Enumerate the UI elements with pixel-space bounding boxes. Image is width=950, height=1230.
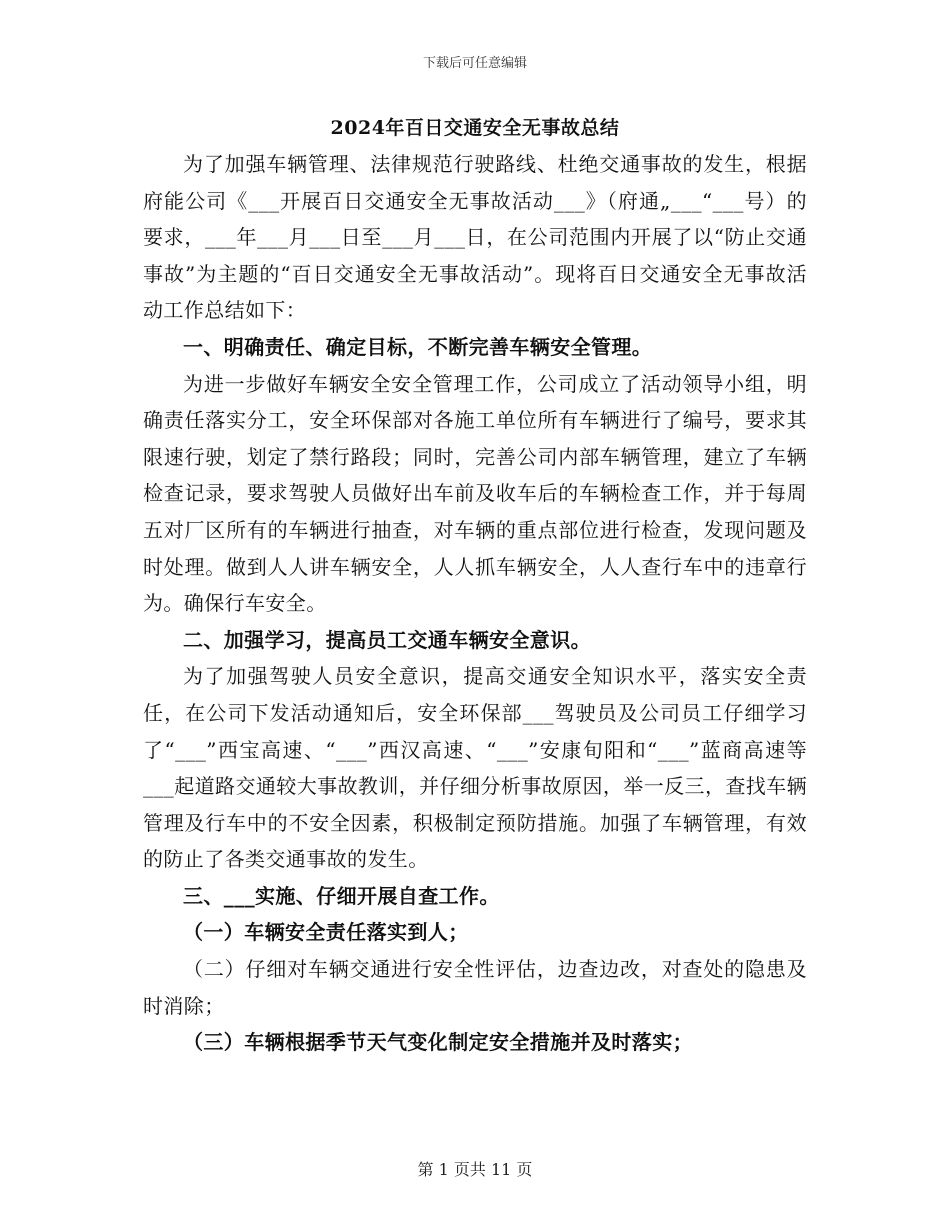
section-2-paragraph: 为了加强驾驶人员安全意识，提高交通安全知识水平，落实安全责任，在公司下发活动通知后，安全环保部___驾驶员及公司员工仔细学习了“___”西宝高速、“___”西汉高速、“___”安康旬阳和“___”蓝商高速等___起道路交通较大事故教训，并仔细分析事故原因，举一反三，查找车辆管理及行车中的不安全因素，积极制定预防措施。加强了车辆管理，有效的防止了各类交通事故的发生。 — [143, 664, 807, 872]
section-heading-3: 三、___实施、仔细开展自查工作。 — [183, 883, 500, 908]
document-title: 2024年百日交通安全无事故总结 — [330, 117, 620, 139]
page-header: 下载后可任意编辑 — [422, 56, 527, 71]
subsection-2: （二）仔细对车辆交通进行安全性评估，边查边改，对查处的隐患及时消除； — [143, 957, 807, 1018]
section-heading-2: 二、加强学习，提高员工交通车辆安全意识。 — [183, 627, 591, 652]
document-body — [143, 146, 807, 1061]
subsection-3: （三）车辆根据季节天气变化制定安全措施并及时落实； — [183, 1030, 693, 1055]
section-heading-1: 一、明确责任、确定目标，不断完善车辆安全管理。 — [183, 334, 653, 359]
subsection-1: （一）车辆安全责任落实到人； — [183, 920, 469, 945]
section-1-paragraph: 为进一步做好车辆安全安全管理工作，公司成立了活动领导小组，明确责任落实分工，安全环保部对各施工单位所有车辆进行了编号，要求其限速行驶，划定了禁行路段；同时，完善公司内部车辆管理，建立了车辆检查记录，要求驾驶人员做好出车前及收车后的车辆检查工作，并于每周五对厂区所有的车辆进行抽查，对车辆的重点部位进行检查，发现问题及时处理。做到人人讲车辆安全，人人抓车辆安全，人人查行车中的违章行为。确保行车安全。 — [143, 371, 807, 616]
intro-paragraph: 为了加强车辆管理、法律规范行驶路线、杜绝交通事故的发生，根据府能公司《___开展百日交通安全无事故活动___》（府通„___“___号）的要求，___年___月___日至___月___日，在公司范围内开展了以“防止交通事故”为主题的“百日交通安全无事故活动”。现将百日交通安全无事故活动工作总结如下： — [143, 152, 807, 323]
page-number-footer: 第 1 页共 11 页 — [417, 1160, 533, 1179]
